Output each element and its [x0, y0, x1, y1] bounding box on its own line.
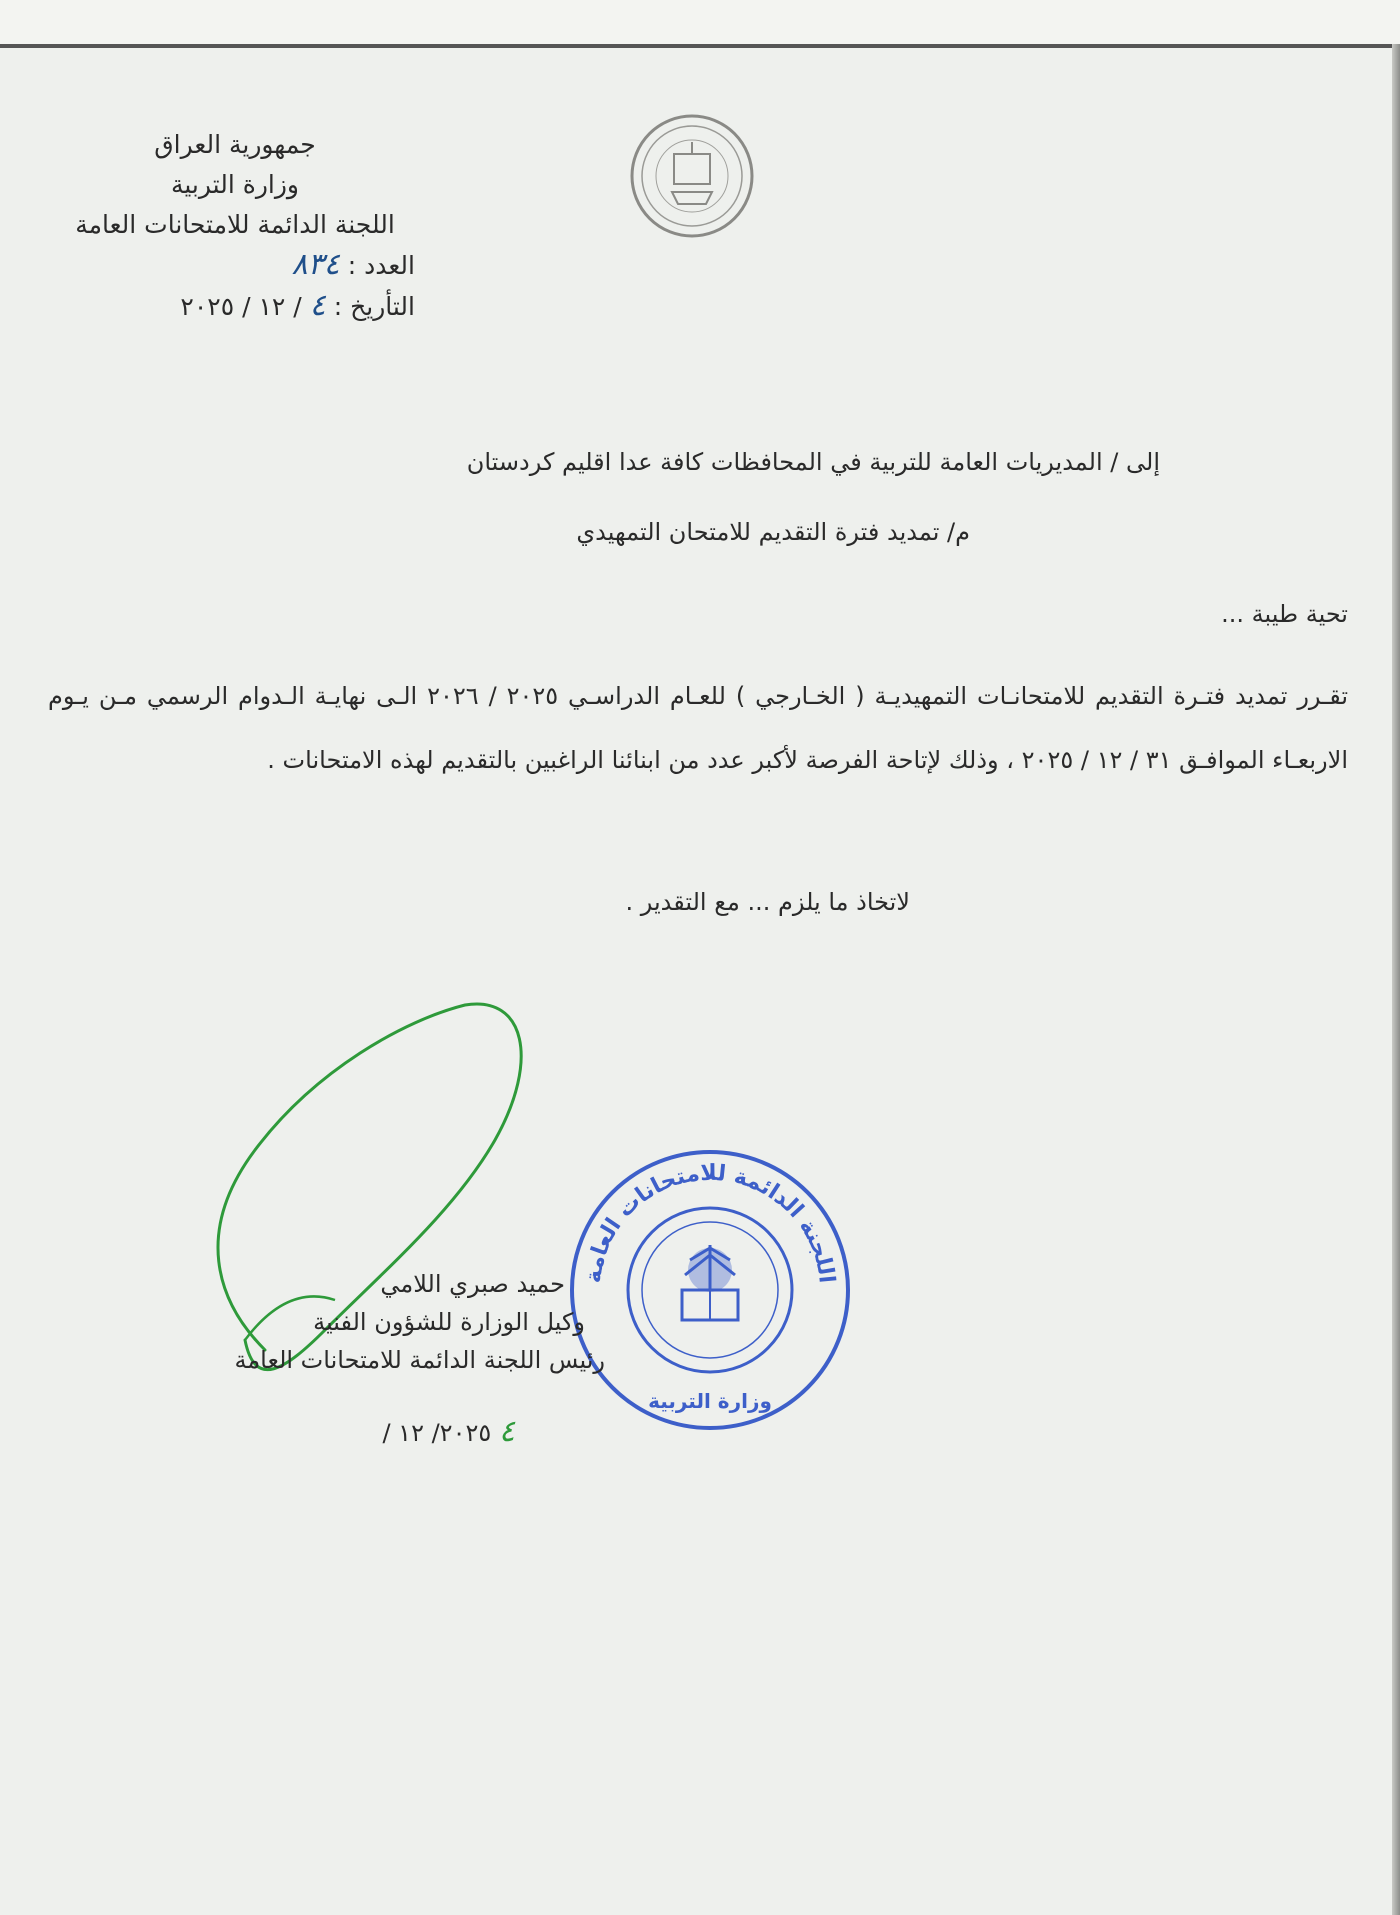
official-stamp [560, 1140, 860, 1440]
signature-block [85, 1265, 605, 1379]
number-label: العدد : [347, 251, 415, 280]
committee-name: اللجنة الدائمة للامتحانات العامة [75, 210, 395, 239]
stamp-bottom-text: وزارة التربية [648, 1389, 772, 1413]
scan-edge-right [1392, 44, 1400, 1915]
stamp-outer-text: اللجنة الدائمة للامتحانات العامة [581, 1160, 839, 1285]
date-label: التأريخ : [333, 292, 415, 321]
closing-line: لاتخاذ ما يلزم ... مع التقدير . [625, 888, 910, 916]
signature-date-rest: ٢٠٢٥/ ١٢ / [382, 1419, 492, 1447]
signatory-title: وكيل الوزارة للشؤون الفنية [313, 1308, 585, 1336]
reference-number [25, 245, 445, 286]
date-rest: / ١٢ / ٢٠٢٥ [180, 292, 302, 321]
handwritten-signature [135, 1000, 555, 1460]
subject-line: م/ تمديد فترة التقديم للامتحان التمهيدي [576, 518, 970, 546]
top-margin [0, 0, 1400, 46]
country-name: جمهورية العراق [154, 130, 316, 159]
recipient-line: إلى / المديريات العامة للتربية في المحافظات كافة عدا اقليم كردستان [466, 448, 1160, 476]
signatory-name: حميد صبري اللامي [380, 1270, 565, 1298]
letter-date [25, 286, 445, 327]
signatory-position: رئيس اللجنة الدائمة للامتحانات العامة [234, 1346, 605, 1374]
signature-date [382, 1414, 515, 1449]
number-value: ٨٣٤ [291, 247, 340, 282]
ministry-name: وزارة التربية [170, 170, 299, 199]
date-day: ٤ [309, 288, 326, 323]
letterhead [25, 125, 445, 327]
signature-date-day: ٤ [498, 1414, 515, 1449]
greeting: تحية طيبة ... [1221, 600, 1348, 628]
body-paragraph: تقـرر تمديد فتـرة التقديم للامتحانـات التمهيديـة ( الخـارجي ) للعـام الدراسـي ٢٠٢٥ / ٢٠٢٦ الـى نهايـة الـدوام الرسمي مـن يـوم الاربعـاء الموافـق ٣١ / ١٢ / ٢٠٢٥ ، وذلك لإتاحة الفرصة لأكبر عدد من ابنائنا الراغبين بالتقديم لهذه الامتحانات . [48, 682, 1349, 774]
document-page [0, 48, 1392, 1915]
ministry-crest-emblem [628, 112, 756, 240]
